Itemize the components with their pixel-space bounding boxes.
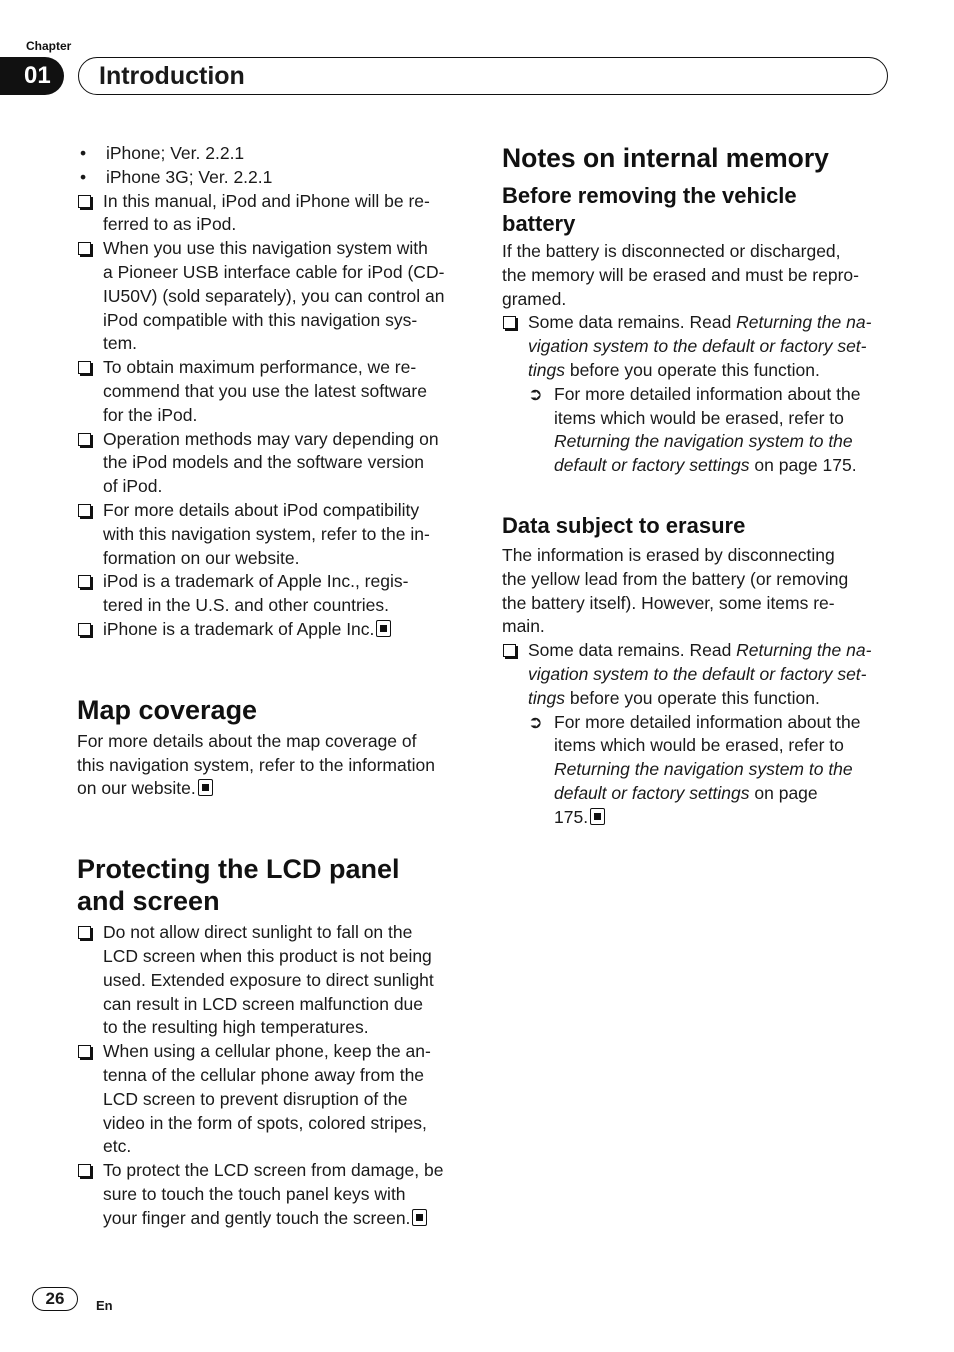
chapter-label: Chapter (26, 39, 72, 53)
left-column (77, 142, 467, 1230)
map-coverage-heading: Map coverage (77, 694, 258, 725)
note-box-icon (503, 644, 516, 657)
note-item (502, 639, 892, 710)
end-mark-icon (412, 1209, 427, 1226)
end-mark-icon (198, 779, 213, 796)
end-mark-icon (376, 620, 391, 637)
sub-note-reference: Returning the navigation system to the default or factory settings (554, 431, 853, 476)
note-text: Some data remains. Read (528, 640, 737, 661)
note-item (77, 921, 467, 1040)
note-item (77, 190, 467, 238)
note-text: To protect the LCD screen from damage, be sure to touch the touch panel keys with your finger and gently touch the screen. (103, 1160, 444, 1228)
note-box-icon (78, 195, 91, 208)
note-item (77, 618, 467, 642)
bullet-icon: • (80, 143, 87, 163)
note-box-icon (78, 504, 91, 517)
note-item (77, 570, 467, 618)
note-item (77, 499, 467, 570)
sub-note-item (502, 711, 892, 830)
internal-memory-heading: Notes on internal memory (502, 143, 829, 173)
before-removing-heading: Before removing the vehicle battery (502, 183, 797, 236)
note-text: Some data remains. Read (528, 312, 737, 333)
page-number: 26 (32, 1287, 78, 1311)
note-item (77, 1159, 467, 1230)
end-mark-icon (590, 808, 605, 825)
before-removing-body: If the battery is disconnected or discharged, the memory will be erased and must be repro- gramed. (502, 241, 859, 309)
data-erasure-body: The information is erased by disconnecting the yellow lead from the battery (or removing the battery itself). However, some items re- main. (502, 544, 849, 637)
note-box-icon (78, 926, 91, 939)
note-text: When you use this navigation system with a Pioneer USB interface cable for iPod (CD- IU50V) (sold separately), you can control an iPod compatible with this navigation sys- tem. (103, 238, 445, 354)
note-item (77, 356, 467, 427)
arrow-icon: ➲ (528, 383, 543, 404)
bullet-item (80, 166, 467, 190)
note-text: Do not allow direct sunlight to fall on the LCD screen when this product is not being used. Extended exposure to direct sunlight can result in LCD screen malfunction due to the resulting high temperatures. (103, 922, 434, 1038)
lcd-heading: Protecting the LCD panel and screen (77, 854, 400, 917)
sub-note-text: For more detailed information about the items which would be erased, refer to (554, 711, 861, 756)
note-reference: Returning the na- vigation system to the default or factory set- tings (528, 312, 872, 380)
note-box-icon (78, 575, 91, 588)
note-reference: Returning the na- vigation system to the default or factory set- tings (528, 640, 872, 708)
note-text: iPod is a trademark of Apple Inc., regis- tered in the U.S. and other countries. (103, 571, 409, 616)
note-item (77, 428, 467, 499)
note-text: In this manual, iPod and iPhone will be re- ferred to as iPod. (103, 190, 430, 235)
sub-note-reference: Returning the navigation system to the default or factory settings (554, 759, 853, 803)
chapter-number: 01 (0, 57, 64, 95)
data-erasure-heading: Data subject to erasure (502, 512, 746, 538)
sub-note-text: For more detailed information about the items which would be erased, refer to (554, 383, 861, 428)
note-box-icon (78, 242, 91, 255)
arrow-icon: ➲ (528, 711, 543, 732)
note-text: before you operate this function. (564, 359, 820, 380)
note-item (77, 237, 467, 356)
language-label: En (96, 1298, 113, 1313)
note-text: iPhone is a trademark of Apple Inc. (103, 618, 375, 639)
note-text: To obtain maximum performance, we re- commend that you use the latest software for the iPod. (103, 357, 427, 425)
note-box-icon (503, 316, 516, 329)
note-item (502, 311, 892, 382)
sub-note-text: on page 175. (554, 782, 818, 827)
bullet-text: iPhone 3G; Ver. 2.2.1 (106, 166, 273, 187)
bullet-icon: • (80, 166, 87, 187)
note-box-icon (78, 433, 91, 446)
bullet-item (80, 142, 467, 166)
note-box-icon (78, 361, 91, 374)
note-text: When using a cellular phone, keep the an- tenna of the cellular phone away from the LCD screen to prevent disruption of the video in the form of spots, colored stripes, etc. (103, 1041, 431, 1157)
note-text: before you operate this function. (564, 687, 820, 708)
note-text: Operation methods may vary depending on the iPod models and the software version of iPod. (103, 428, 439, 497)
note-item (77, 1040, 467, 1159)
chapter-title: Introduction (78, 57, 888, 95)
sub-note-text: on page 175. (749, 455, 857, 476)
note-text: For more details about iPod compatibility with this navigation system, refer to the in- formation on our website. (103, 499, 430, 568)
note-box-icon (78, 1164, 91, 1177)
bullet-text: iPhone; Ver. 2.2.1 (106, 143, 245, 163)
note-box-icon (78, 1045, 91, 1058)
sub-note-item (502, 383, 892, 478)
map-coverage-body: For more details about the map coverage of this navigation system, refer to the information on our website. (77, 730, 435, 799)
right-column (502, 142, 892, 830)
note-box-icon (78, 623, 91, 636)
